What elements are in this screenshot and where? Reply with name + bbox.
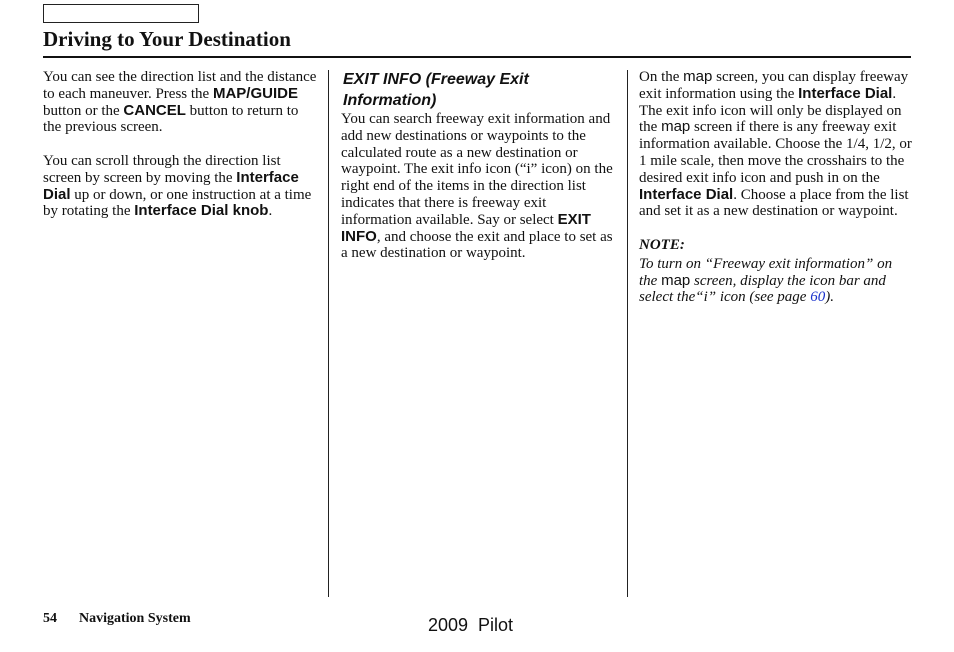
col3-paragraph-1: [639, 69, 913, 220]
footer-section-label: Navigation System: [79, 611, 191, 626]
menu-name-exit-info: EXIT INFO: [341, 210, 591, 245]
column-divider-2: [627, 70, 628, 597]
text-run: screen, you can display freeway exit information using the: [639, 69, 909, 102]
note-text: [639, 256, 913, 306]
text-run: button to return to the previous screen.: [43, 102, 299, 136]
text-run: , and choose the exit and place to set as a new destination or waypoint.: [341, 228, 613, 262]
note-title: NOTE:: [639, 236, 685, 253]
page-title: Driving to Your Destination: [43, 27, 291, 51]
control-name-interface-dial-knob: Interface Dial knob: [134, 202, 269, 220]
screen-name-map: map: [661, 271, 691, 289]
column-1: [43, 69, 319, 220]
column-divider-1: [328, 70, 329, 597]
text-run: You can scroll through the direction list screen by screen by moving the: [43, 152, 281, 186]
text-run: up or down, or one instruction at a time by rotating the: [43, 186, 312, 220]
text-run: . The exit info icon will only be displayed on the: [639, 85, 902, 136]
col1-paragraph-1: [43, 69, 319, 136]
text-run: .: [268, 203, 273, 220]
text-run: To turn on “Freeway exit information” on the: [639, 255, 893, 289]
text-run: ).: [825, 289, 834, 306]
text-run: You can see the direction list and the distance to each maneuver. Press the: [43, 69, 317, 102]
text-run: screen, display the icon bar and select the“i” icon (see page: [639, 272, 886, 306]
column-2: [341, 69, 617, 262]
text-run: screen if there is any freeway exit information available. Choose the 1/4, 1/2, or 1 mile scale, then move the crosshairs to the desired exit info icon and push in on the: [639, 119, 912, 186]
control-name-interface-dial: Interface Dial: [43, 168, 299, 203]
column-3: [639, 69, 913, 306]
col2-paragraph-1: [341, 111, 617, 262]
text-run: . Choose a place from the list and set it as a new destination or waypoint.: [639, 186, 909, 220]
title-rule: [43, 56, 911, 58]
button-name-map-guide: MAP/GUIDE: [212, 84, 298, 102]
text-run: button or the: [43, 102, 124, 119]
control-name-interface-dial: Interface Dial: [639, 185, 734, 203]
screen-name-map: map: [683, 68, 713, 85]
section-heading-exit-info: EXIT INFO (Freeway Exit Information): [343, 71, 529, 109]
col1-paragraph-2: [43, 153, 319, 220]
screen-name-map: map: [661, 118, 691, 136]
text-run: On the: [639, 69, 684, 85]
button-name-cancel: CANCEL: [123, 101, 186, 119]
header-tab-box: [43, 4, 199, 23]
page-number: 54: [43, 611, 57, 626]
text-run: You can search freeway exit information and add new destinations or waypoints to the calculated route as a new destination or waypoint. The exit info icon (“i” icon) on the right end of the items in the direction list indicates that there is freeway exit information available. Say or select: [341, 111, 613, 228]
page-reference-link[interactable]: 60: [810, 289, 826, 306]
control-name-interface-dial: Interface Dial: [798, 84, 893, 102]
footer-model-label: 2009 Pilot: [428, 615, 514, 635]
